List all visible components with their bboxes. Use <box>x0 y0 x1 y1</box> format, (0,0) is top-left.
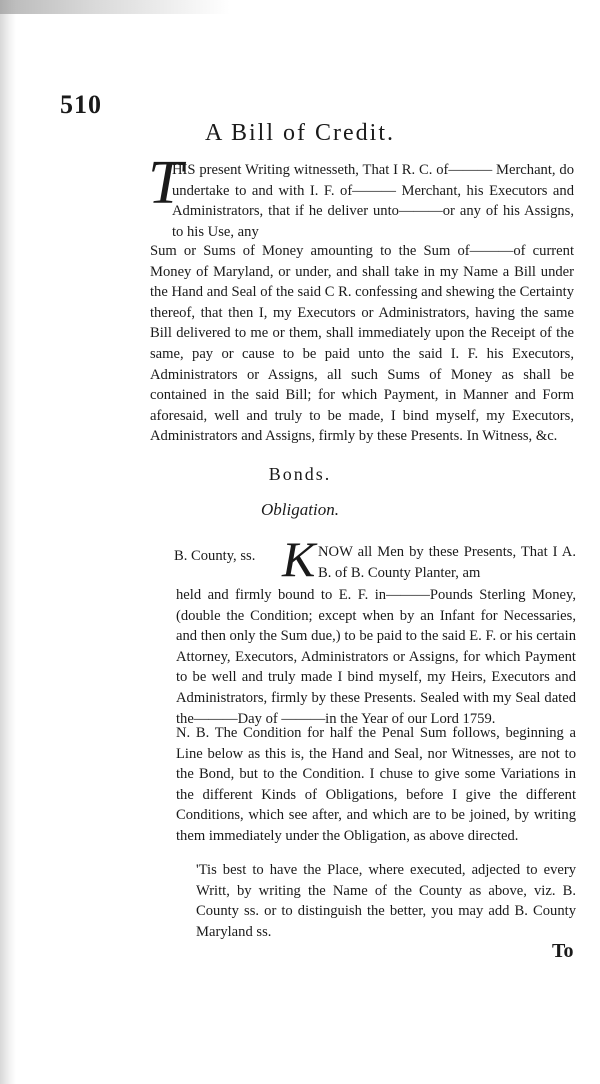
bonds-section-title: Bonds. <box>268 464 332 484</box>
obligation-subtitle: Obligation. <box>261 500 339 519</box>
bill-of-credit-text-opening: HIS present Writing witnesseth, That I R. C. of——— Merchant, do undertake to and with I. F. of——— Merchant, his Executors and Administrators, that if he deliver unto———or any of his Assigns, to his Use, any <box>172 162 574 240</box>
nota-bene-paragraph: N. B. The Condition for half the Penal Sum follows, beginning a Line below as this is, the Hand and Seal, nor Witnesses, are not to the Bond, but to the Condition. I chuse to give some Variations in the different Kinds of Obligations, before I give the different Conditions, which see after, and which are to be joined, by writing them immediately under the Obligation, as above directed. <box>176 725 576 844</box>
catchword: To <box>552 940 574 962</box>
page-edge-shadow <box>0 0 16 1084</box>
scan-smudge <box>0 0 230 14</box>
bill-of-credit-text-continued: Sum or Sums of Money amounting to the Sum of———of current Money of Maryland, or under, and shall take in my Name a Bill under the Hand and Seal of the said C R. confessing and shewing the Certainty thereof, that then I, my Executors or Administrators, having the same Bill delivered to me or them, shall immediately upon the Receipt of the same, pay or cause to be paid unto the said I. F. his Executors, Administrators or Assigns, all such Sums of Money as shall be contained in the said Bill; for which Payment, in Manner and Form aforesaid, well and truly to be made, I bind myself, my Executors, Administrators and Assigns, firmly by these Presents. In Witness, &c. <box>150 243 574 445</box>
bill-of-credit-title: A Bill of Credit. <box>205 120 395 146</box>
page-number: 510 <box>60 90 102 119</box>
county-lead: B. County, ss. <box>174 548 256 564</box>
obligation-text: held and firmly bound to E. F. in———Pounds Sterling Money, (double the Condition; except when by an Infant for Necessaries, and then only the Sum due,) to be paid to the said E. F. or his certain Attorney, Executors, Administrators or Assigns, for which Payment to be well and truly made I bind myself, my Heirs, Executors and Administrators, firmly by these Presents. Sealed with my Seal dated the———Day of ———in the Year of our Lord 1759. <box>176 587 576 727</box>
drop-cap-k: K <box>282 531 316 587</box>
drop-cap-t: T <box>148 149 183 217</box>
obligation-opening: NOW all Men by these Presents, That I A. B. of B. County Planter, am <box>318 544 576 581</box>
county-advice-paragraph: 'Tis best to have the Place, where executed, adjected to every Writt, by writing the Name of the County as above, viz. B. County ss. or to distinguish the better, you may add B. County Maryland ss. <box>196 862 576 940</box>
